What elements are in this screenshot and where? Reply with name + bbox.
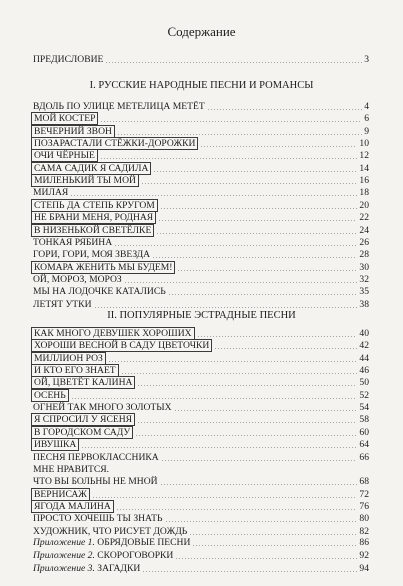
toc-entry-title: ВДОЛЬ ПО УЛИЦЕ МЕТЕЛИЦА МЕТЁТ (33, 101, 205, 112)
toc-entry[interactable] (33, 54, 369, 66)
dot-leader (141, 183, 357, 184)
toc-entry[interactable] (33, 563, 369, 575)
toc-entry[interactable] (33, 328, 369, 340)
dot-leader (175, 558, 357, 559)
appendix-prefix: Приложение 1. (33, 537, 95, 548)
dot-leader (160, 208, 357, 209)
dot-leader (137, 422, 357, 423)
toc-entry[interactable] (33, 138, 369, 150)
dot-leader (108, 361, 357, 362)
toc-entry[interactable] (33, 476, 369, 488)
toc-entry-page: 68 (359, 476, 369, 488)
toc-entry[interactable] (33, 237, 369, 249)
toc-entry[interactable] (33, 550, 369, 562)
dot-leader (168, 294, 357, 295)
dot-leader (105, 62, 362, 63)
toc-entry[interactable] (33, 402, 369, 414)
toc-entry-title: ХУДОЖНИК, ЧТО РИСУЕТ ДОЖДЬ (33, 525, 188, 537)
dot-leader (135, 435, 357, 436)
toc-entry-page: 94 (359, 563, 369, 574)
toc-entry-page: 40 (359, 328, 369, 339)
toc-entry[interactable] (33, 377, 369, 389)
toc-entry[interactable] (33, 464, 369, 476)
toc-entry-page: 64 (359, 439, 369, 451)
appendix-title: СКОРОГОВОРКИ (97, 550, 174, 561)
toc-entry-page: 14 (359, 162, 369, 174)
toc-entry-title: И КТО ЕГО ЗНАЕТ (31, 364, 119, 377)
toc-entry-page: 28 (359, 249, 369, 261)
toc-entry-title: ПОЗАРАСТАЛИ СТЁЖКИ-ДОРОЖКИ (31, 137, 198, 150)
page-title: Содержание (167, 24, 236, 39)
toc-entry-title (33, 537, 190, 549)
toc-entry[interactable] (33, 150, 369, 162)
toc-entry-page: 66 (359, 451, 369, 463)
toc-entry-page: 44 (359, 352, 369, 364)
toc-entry[interactable] (33, 513, 369, 525)
toc-entry-title: ИВУШКА (31, 438, 79, 451)
toc-entry-page: 20 (359, 199, 369, 211)
appendix-title: ОБРЯДОВЫЕ ПЕСНИ (97, 537, 191, 548)
toc-entry-title: В НИЗЕНЬКОЙ СВЕТЁЛКЕ (31, 224, 154, 237)
toc-entry-title: Я СПРОСИЛ У ЯСЕНЯ (31, 413, 135, 426)
dot-leader (116, 509, 357, 510)
toc-entry[interactable] (33, 427, 369, 439)
toc-entry-title: КАК МНОГО ДЕВУШЕК ХОРОШИХ (31, 327, 195, 340)
toc-entry[interactable] (33, 439, 369, 451)
toc-entry-title: ТОНКАЯ РЯБИНА (33, 236, 113, 248)
dot-leader (124, 282, 357, 283)
section-heading: II. ПОПУЛЯРНЫЕ ЭСТРАДНЫЕ ПЕСНИ (107, 310, 296, 321)
toc-entry-page: 58 (359, 414, 369, 426)
toc-entry-title (33, 550, 173, 562)
dot-leader (161, 460, 357, 461)
dot-leader (153, 171, 357, 172)
toc-entry-page: 30 (359, 261, 369, 273)
toc-entry-page: 52 (359, 389, 369, 401)
toc-entry[interactable] (33, 489, 369, 501)
toc-entry-page: 10 (359, 138, 369, 150)
toc-entry-page: 22 (359, 212, 369, 224)
toc-entry-title: ВЕЧЕРНИЙ ЗВОН (31, 125, 115, 138)
dot-leader (142, 571, 357, 572)
appendix-prefix: Приложение 3. (33, 563, 95, 574)
toc-entry-title: МНЕ НРАВИТСЯ. (33, 463, 110, 475)
dot-leader (192, 545, 357, 546)
toc-entry-page: 46 (359, 365, 369, 377)
toc-entry[interactable] (33, 113, 369, 125)
toc-entry[interactable] (33, 262, 369, 274)
dot-leader (158, 220, 357, 221)
dot-leader (207, 109, 362, 110)
dot-leader (165, 521, 357, 522)
toc-entry-title: СТЕПЬ ДА СТЕПЬ КРУГОМ (31, 199, 158, 212)
toc-entry-page: 60 (359, 426, 369, 438)
toc-entry-title: ВЕРНИСАЖ (31, 488, 90, 501)
toc-entry-page: 12 (359, 150, 369, 162)
toc-entry-title: В ГОРОДСКОМ САДУ (31, 426, 133, 439)
toc-entry[interactable] (33, 225, 369, 237)
dot-leader (200, 146, 357, 147)
toc-entry-title (33, 563, 140, 575)
dot-leader (92, 497, 357, 498)
dot-leader (100, 121, 362, 122)
dot-leader (117, 134, 362, 135)
toc-entry[interactable] (33, 365, 369, 377)
toc-entry-page: 86 (359, 537, 369, 548)
toc-entry[interactable] (33, 340, 369, 352)
section-heading: I. РУССКИЕ НАРОДНЫЕ ПЕСНИ И РОМАНСЫ (89, 80, 314, 91)
dot-leader (189, 534, 357, 535)
toc-entry[interactable] (33, 414, 369, 426)
toc-entry-page: 72 (359, 488, 369, 500)
dot-leader (114, 245, 357, 246)
toc-entry[interactable] (33, 163, 369, 175)
toc-entry-title: ОГНЕЙ ТАК МНОГО ЗОЛОТЫХ (33, 402, 172, 414)
toc-entry-title: МОЙ КОСТЕР (31, 112, 98, 125)
toc-entry-title: ОСЕНЬ (31, 389, 69, 402)
toc-entry-title: МИЛАЯ (33, 187, 69, 199)
toc-entry-title: МИЛЛИОН РОЗ (31, 352, 106, 365)
dot-leader (177, 270, 357, 271)
toc-entry-page: 26 (359, 236, 369, 248)
toc-entry-page: 3 (364, 54, 369, 65)
toc-entry-title: МЫ НА ЛОДОЧКЕ КАТАЛИСЬ (33, 286, 166, 298)
toc-entry[interactable] (33, 187, 369, 199)
toc-entry-title: ЧТО ВЫ БОЛЬНЫ НЕ МНОЙ (33, 476, 158, 488)
dot-leader (160, 484, 357, 485)
toc-entry[interactable] (33, 526, 369, 538)
toc-entry-page: 32 (359, 273, 369, 285)
appendix-prefix: Приложение 2. (33, 550, 95, 561)
toc-entry-title: САМА САДИК Я САДИЛА (31, 162, 151, 175)
toc-entry[interactable] (33, 537, 369, 549)
toc-entry[interactable] (33, 274, 369, 286)
toc-entry[interactable] (33, 249, 369, 261)
dot-leader (121, 373, 357, 374)
dot-leader (71, 398, 357, 399)
toc-entry-page: 50 (359, 377, 369, 389)
toc-entry-title: ГОРИ, ГОРИ, МОЯ ЗВЕЗДА (33, 249, 151, 261)
dot-leader (94, 307, 357, 308)
toc-entry-page: 24 (359, 224, 369, 236)
toc-entry[interactable] (33, 101, 369, 113)
toc-entry-page: 16 (359, 175, 369, 187)
toc-entry-page: 82 (359, 525, 369, 537)
toc-entry-title: ОЙ, МОРОЗ, МОРОЗ (33, 273, 122, 285)
dot-leader (137, 385, 357, 386)
toc-entry-title: ЛЕТЯТ УТКИ (33, 298, 92, 310)
toc-entry-page: 35 (359, 286, 369, 298)
dot-leader (214, 348, 357, 349)
toc-entry-page: 38 (359, 298, 369, 310)
toc-entry-title: МИЛЕНЬКИЙ ТЫ МОЙ (31, 174, 139, 187)
toc-entry-title: ПРОСТО ХОЧЕШЬ ТЫ ЗНАТЬ (33, 513, 163, 525)
toc-entry-page: 9 (364, 125, 369, 137)
dot-leader (81, 447, 357, 448)
toc-entry[interactable] (33, 353, 369, 365)
toc-entry[interactable] (33, 200, 369, 212)
dot-leader (152, 257, 357, 258)
toc-entry-page: 54 (359, 402, 369, 414)
toc-entry-title: ОЧИ ЧЁРНЫЕ (31, 149, 98, 162)
toc-entry-title: ПРЕДИСЛОВИЕ (33, 54, 104, 65)
toc-entry-title: ЯГОДА МАЛИНА (31, 500, 114, 513)
toc-entry[interactable] (33, 390, 369, 402)
toc-entry-title: КОМАРА ЖЕНИТЬ МЫ БУДЕМ! (31, 261, 175, 274)
toc-entry[interactable] (33, 286, 369, 298)
toc-entry[interactable] (33, 501, 369, 513)
dot-leader (197, 336, 357, 337)
toc-entry[interactable] (33, 175, 369, 187)
dot-leader (100, 158, 357, 159)
toc-entry-page: 42 (359, 340, 369, 352)
appendix-title: ЗАГАДКИ (97, 563, 141, 574)
toc-entry-title: ОЙ, ЦВЕТЁТ КАЛИНА (31, 376, 135, 389)
dot-leader (174, 410, 357, 411)
toc-entry-page: 92 (359, 550, 369, 561)
toc-entry-page: 6 (364, 113, 369, 125)
toc-entry-title: ПЕСНЯ ПЕРВОКЛАССНИКА (33, 451, 159, 463)
toc-entry[interactable] (33, 126, 369, 138)
toc-entry[interactable] (33, 299, 369, 311)
dot-leader (156, 233, 357, 234)
toc-entry-page: 76 (359, 500, 369, 512)
toc-entry-page: 80 (359, 513, 369, 525)
toc-entry-page: 4 (364, 101, 369, 112)
toc-entry[interactable] (33, 452, 369, 464)
toc-entry-title: НЕ БРАНИ МЕНЯ, РОДНАЯ (31, 211, 156, 224)
toc-entry[interactable] (33, 212, 369, 224)
toc-entry-page: 18 (359, 187, 369, 199)
toc-entry-title: ХОРОШИ ВЕСНОЙ В САДУ ЦВЕТОЧКИ (31, 339, 212, 352)
dot-leader (70, 195, 357, 196)
